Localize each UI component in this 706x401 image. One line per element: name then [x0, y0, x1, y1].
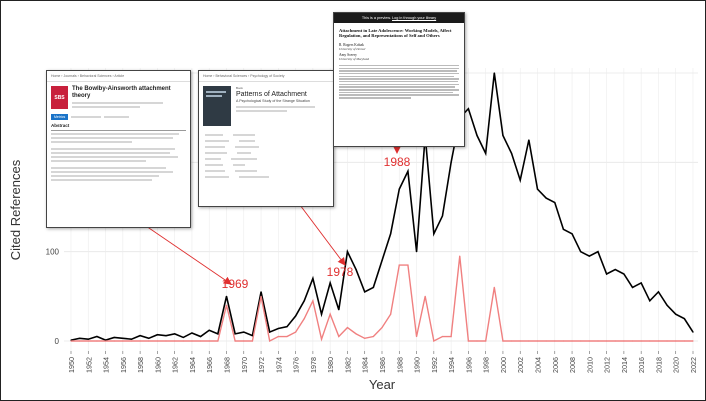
data-point-total	[373, 287, 374, 288]
x-tick-label: 2020	[671, 357, 681, 373]
data-point-highlight	[364, 338, 365, 339]
data-point-total	[312, 278, 313, 279]
data-point-total	[615, 269, 616, 270]
data-point-highlight	[554, 340, 555, 341]
data-point-highlight	[658, 340, 659, 341]
data-point-total	[140, 335, 141, 336]
inset-kobak-paper	[333, 12, 465, 147]
data-point-highlight	[459, 256, 460, 257]
data-point-total	[269, 331, 270, 332]
data-point-highlight	[528, 340, 529, 341]
data-point-highlight	[692, 340, 693, 341]
x-tick-label: 1972	[257, 357, 267, 373]
x-tick-label: 1974	[274, 357, 284, 373]
preview-login-link[interactable]: Log in through your library	[392, 16, 437, 20]
x-tick-label: 1998	[481, 357, 491, 373]
data-point-total	[684, 318, 685, 319]
data-point-total	[165, 335, 166, 336]
x-tick-label: 1962	[170, 357, 180, 373]
data-point-total	[502, 135, 503, 136]
data-point-total	[416, 251, 417, 252]
data-point-total	[675, 314, 676, 315]
data-point-highlight	[597, 340, 598, 341]
data-point-highlight	[373, 336, 374, 337]
data-point-total	[546, 197, 547, 198]
data-point-highlight	[183, 340, 184, 341]
data-point-highlight	[122, 340, 123, 341]
x-tick-label: 2006	[550, 357, 560, 373]
data-point-highlight	[321, 339, 322, 340]
inset-patterns-breadcrumb: Home › Behavioral Sciences › Psychology of Society	[199, 71, 333, 82]
data-point-total	[381, 260, 382, 261]
data-point-highlight	[494, 287, 495, 288]
inset-patterns-title: Patterns of Attachment	[236, 91, 307, 98]
x-tick-label: 1960	[153, 357, 163, 373]
data-point-highlight	[260, 296, 261, 297]
inset-patterns-subtitle: A Psychological Study of the Strange Situation	[236, 99, 310, 103]
data-point-total	[666, 305, 667, 306]
x-tick-label: 2014	[619, 357, 629, 373]
x-tick-label: 1996	[464, 357, 474, 373]
data-point-total	[580, 251, 581, 252]
x-tick-label: 1982	[343, 357, 353, 373]
data-point-total	[122, 338, 123, 339]
data-point-total	[433, 233, 434, 234]
data-point-total	[364, 291, 365, 292]
data-point-highlight	[304, 318, 305, 319]
data-point-highlight	[217, 340, 218, 341]
data-point-highlight	[174, 340, 175, 341]
x-tick-label: 1988	[395, 357, 405, 373]
x-tick-label: 1966	[205, 357, 215, 373]
data-point-total	[235, 333, 236, 334]
data-point-highlight	[615, 340, 616, 341]
data-point-total	[476, 135, 477, 136]
x-tick-label: 1994	[447, 357, 457, 373]
data-point-highlight	[235, 340, 236, 341]
x-tick-label: 1964	[187, 357, 197, 373]
inset-kobak-author1: R. Rogers Kobak	[339, 42, 364, 47]
data-point-total	[96, 336, 97, 337]
x-tick-label: 1956	[118, 357, 128, 373]
x-tick-label: 2010	[585, 357, 595, 373]
data-point-total	[407, 171, 408, 172]
data-point-total	[485, 153, 486, 154]
data-point-highlight	[571, 340, 572, 341]
x-tick-label: 1968	[222, 357, 232, 373]
data-point-total	[79, 338, 80, 339]
data-point-highlight	[330, 314, 331, 315]
data-point-highlight	[338, 336, 339, 337]
data-point-highlight	[468, 340, 469, 341]
data-point-highlight	[502, 340, 503, 341]
data-point-highlight	[641, 340, 642, 341]
x-tick-label: 1984	[360, 357, 370, 373]
data-point-total	[209, 330, 210, 331]
data-point-total	[589, 256, 590, 257]
data-point-total	[295, 315, 296, 316]
data-point-highlight	[114, 340, 115, 341]
data-point-highlight	[390, 314, 391, 315]
data-point-highlight	[286, 336, 287, 337]
annotation-label-1969: 1969	[221, 277, 249, 291]
data-point-highlight	[165, 340, 166, 341]
inset-patterns-kind: Book	[236, 86, 243, 90]
x-axis-ticks	[67, 351, 698, 373]
book-cover	[203, 86, 231, 126]
data-point-highlight	[416, 336, 417, 337]
data-point-highlight	[70, 340, 71, 341]
data-point-total	[451, 162, 452, 163]
data-point-total	[157, 334, 158, 335]
data-point-highlight	[442, 336, 443, 337]
y-axis-label: Cited References	[8, 159, 23, 261]
inset-bowlby-tab: Metrics	[51, 114, 68, 120]
data-point-highlight	[451, 336, 452, 337]
data-point-highlight	[546, 340, 547, 341]
inset-kobak-title: Attachment in Late Adolescence: Working Models, Affect Regulation, and Representations of Self and Others	[339, 28, 452, 39]
data-point-highlight	[209, 340, 210, 341]
data-point-total	[200, 336, 201, 337]
data-point-total	[571, 233, 572, 234]
data-point-total	[226, 296, 227, 297]
data-point-total	[88, 339, 89, 340]
inset-bowlby-title: The Bowlby-Ainsworth attachment theory	[72, 86, 171, 99]
data-point-total	[623, 273, 624, 274]
inset-bowlby-breadcrumb: Home › Journals › Behavioral Sciences › Article	[47, 71, 190, 82]
data-point-highlight	[485, 340, 486, 341]
data-point-total	[554, 202, 555, 203]
data-point-highlight	[79, 340, 80, 341]
data-point-total	[183, 337, 184, 338]
data-point-highlight	[105, 340, 106, 341]
data-point-total	[217, 333, 218, 334]
y-tick-label: 0	[54, 337, 59, 346]
data-point-highlight	[157, 340, 158, 341]
data-point-total	[632, 287, 633, 288]
data-point-total	[286, 326, 287, 327]
x-tick-label: 2004	[533, 357, 543, 373]
data-point-total	[399, 189, 400, 190]
data-point-highlight	[131, 340, 132, 341]
data-point-total	[528, 139, 529, 140]
data-point-total	[641, 282, 642, 283]
data-point-highlight	[632, 340, 633, 341]
x-tick-label: 1954	[101, 357, 111, 373]
x-tick-label: 1980	[326, 357, 336, 373]
data-point-highlight	[355, 333, 356, 334]
x-tick-label: 1992	[429, 357, 439, 373]
inset-patterns-book	[198, 70, 334, 207]
data-point-total	[563, 229, 564, 230]
data-point-total	[191, 332, 192, 333]
data-point-total	[260, 291, 261, 292]
preview-banner-text: This is a preview.	[361, 16, 393, 20]
data-point-highlight	[407, 264, 408, 265]
data-point-highlight	[381, 327, 382, 328]
data-point-highlight	[589, 340, 590, 341]
data-point-total	[442, 215, 443, 216]
x-axis-label: Year	[368, 377, 396, 392]
data-point-total	[355, 269, 356, 270]
data-point-highlight	[537, 340, 538, 341]
inset-bowlby-section: Abstract	[51, 123, 70, 128]
data-point-highlight	[140, 340, 141, 341]
data-point-highlight	[623, 340, 624, 341]
data-point-total	[347, 251, 348, 252]
data-point-highlight	[226, 305, 227, 306]
data-point-highlight	[606, 340, 607, 341]
journal-logo: SBS	[51, 86, 68, 109]
data-point-highlight	[675, 340, 676, 341]
x-tick-label: 2016	[637, 357, 647, 373]
x-tick-label: 1958	[136, 357, 146, 373]
data-point-highlight	[511, 340, 512, 341]
data-point-total	[511, 153, 512, 154]
data-point-total	[174, 333, 175, 334]
preview-banner	[334, 13, 464, 23]
data-point-total	[658, 291, 659, 292]
data-point-total	[243, 331, 244, 332]
data-point-highlight	[666, 340, 667, 341]
data-point-total	[537, 189, 538, 190]
data-point-highlight	[191, 340, 192, 341]
data-point-highlight	[148, 340, 149, 341]
data-point-total	[114, 337, 115, 338]
data-point-highlight	[312, 300, 313, 301]
data-point-highlight	[649, 340, 650, 341]
data-point-total	[494, 72, 495, 73]
data-point-total	[692, 331, 693, 332]
data-point-highlight	[684, 340, 685, 341]
x-tick-label: 2002	[516, 357, 526, 373]
data-point-highlight	[243, 340, 244, 341]
data-point-total	[131, 339, 132, 340]
x-tick-label: 1970	[239, 357, 249, 373]
data-point-highlight	[269, 340, 270, 341]
data-point-total	[649, 300, 650, 301]
x-tick-label: 2008	[568, 357, 578, 373]
data-point-total	[278, 328, 279, 329]
data-point-total	[148, 338, 149, 339]
data-point-total	[606, 273, 607, 274]
data-point-highlight	[88, 340, 89, 341]
annotation-label-1988: 1988	[383, 155, 411, 169]
data-point-highlight	[252, 340, 253, 341]
y-tick-label: 100	[45, 247, 59, 257]
x-tick-label: 2022	[689, 357, 698, 373]
data-point-highlight	[563, 340, 564, 341]
data-point-total	[520, 180, 521, 181]
data-point-highlight	[476, 340, 477, 341]
x-tick-label: 2000	[498, 357, 508, 373]
x-tick-label: 1950	[67, 357, 76, 373]
data-point-highlight	[580, 340, 581, 341]
data-point-highlight	[347, 327, 348, 328]
inset-kobak-affil1: University of Denver	[339, 46, 366, 51]
data-point-total	[597, 251, 598, 252]
inset-kobak-author2: Amy Sceery	[339, 52, 357, 57]
data-point-total	[252, 335, 253, 336]
x-tick-label: 1990	[412, 357, 422, 373]
data-point-total	[390, 233, 391, 234]
data-point-total	[468, 108, 469, 109]
data-point-total	[321, 314, 322, 315]
x-tick-label: 1976	[291, 357, 301, 373]
inset-kobak-affil2: University of Maryland	[339, 56, 369, 61]
annotation-label-1978: 1978	[326, 265, 354, 279]
data-point-highlight	[520, 340, 521, 341]
data-point-highlight	[425, 296, 426, 297]
data-point-highlight	[399, 264, 400, 265]
data-point-highlight	[96, 340, 97, 341]
data-point-total	[304, 300, 305, 301]
x-tick-label: 1978	[308, 357, 318, 373]
data-point-total	[330, 282, 331, 283]
data-point-total	[338, 309, 339, 310]
data-point-highlight	[200, 340, 201, 341]
data-point-highlight	[278, 336, 279, 337]
x-tick-label: 2018	[654, 357, 664, 373]
data-point-highlight	[433, 340, 434, 341]
x-tick-label: 1952	[84, 357, 94, 373]
x-tick-label: 1986	[378, 357, 387, 373]
x-tick-label: 2012	[602, 357, 612, 373]
data-point-highlight	[295, 331, 296, 332]
inset-bowlby-article	[46, 70, 191, 228]
